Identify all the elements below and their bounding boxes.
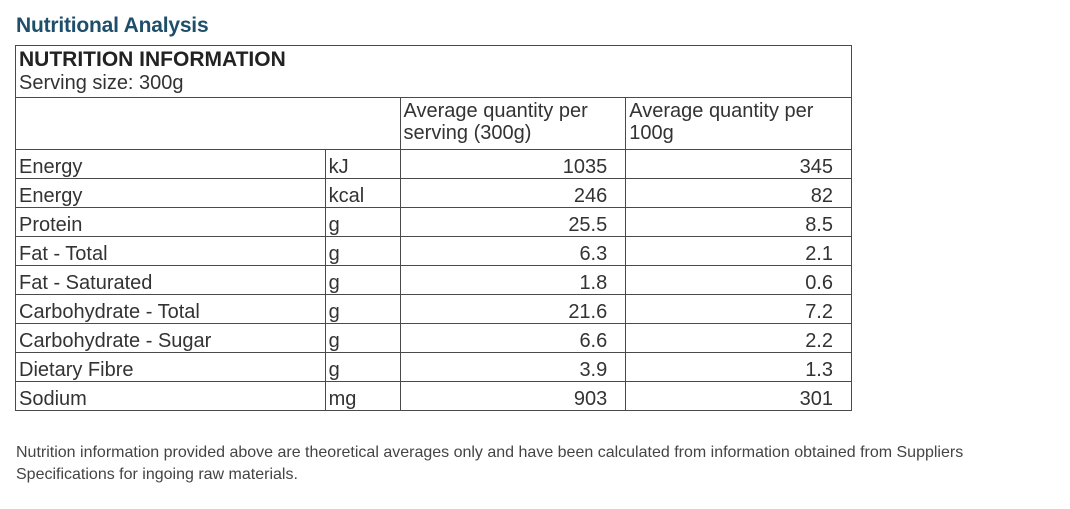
nutrient-unit: kJ — [325, 150, 400, 179]
value-per-serving: 25.5 — [400, 208, 626, 237]
header-per-100g: Average quantity per 100g — [626, 98, 852, 150]
table-row — [16, 295, 852, 324]
nutrient-unit: g — [325, 208, 400, 237]
table-title-cell — [16, 46, 852, 98]
nutrient-name: Carbohydrate - Total — [16, 295, 326, 324]
nutrient-name: Protein — [16, 208, 326, 237]
nutrient-name: Energy — [16, 179, 326, 208]
nutrient-name: Fat - Total — [16, 237, 326, 266]
table-row — [16, 266, 852, 295]
nutrient-name: Dietary Fibre — [16, 353, 326, 382]
serving-size: Serving size: 300g — [19, 72, 184, 94]
nutrient-unit: mg — [325, 382, 400, 411]
table-row — [16, 179, 852, 208]
nutrient-unit: g — [325, 237, 400, 266]
table-row — [16, 150, 852, 179]
header-per-serving: Average quantity per serving (300g) — [400, 98, 626, 150]
table-row — [16, 353, 852, 382]
value-per-100g: 2.1 — [626, 237, 852, 266]
value-per-100g: 1.3 — [626, 353, 852, 382]
value-per-100g: 0.6 — [626, 266, 852, 295]
nutrient-unit: g — [325, 295, 400, 324]
table-row — [16, 324, 852, 353]
nutrient-unit: g — [325, 353, 400, 382]
value-per-serving: 903 — [400, 382, 626, 411]
value-per-100g: 8.5 — [626, 208, 852, 237]
value-per-serving: 21.6 — [400, 295, 626, 324]
nutrient-name: Carbohydrate - Sugar — [16, 324, 326, 353]
nutrient-name: Fat - Saturated — [16, 266, 326, 295]
nutrition-table — [15, 45, 852, 411]
table-title-row — [16, 46, 852, 98]
value-per-100g: 345 — [626, 150, 852, 179]
value-per-serving: 6.3 — [400, 237, 626, 266]
nutrient-name: Sodium — [16, 382, 326, 411]
value-per-serving: 1.8 — [400, 266, 626, 295]
value-per-serving: 246 — [400, 179, 626, 208]
nutrient-name: Energy — [16, 150, 326, 179]
value-per-100g: 7.2 — [626, 295, 852, 324]
header-empty-cell — [16, 98, 401, 150]
footnote: Nutrition information provided above are theoretical averages only and have been calculated from information obtained from Suppliers Specifications for ingoing raw materials. — [16, 444, 964, 483]
page-heading: Nutritional Analysis — [16, 14, 209, 37]
value-per-100g: 2.2 — [626, 324, 852, 353]
table-header-row — [16, 98, 852, 150]
value-per-100g: 301 — [626, 382, 852, 411]
table-row — [16, 208, 852, 237]
nutrient-unit: kcal — [325, 179, 400, 208]
table-title: NUTRITION INFORMATION — [19, 48, 286, 71]
nutrient-unit: g — [325, 324, 400, 353]
table-row — [16, 237, 852, 266]
value-per-100g: 82 — [626, 179, 852, 208]
value-per-serving: 3.9 — [400, 353, 626, 382]
table-row — [16, 382, 852, 411]
value-per-serving: 6.6 — [400, 324, 626, 353]
nutrient-unit: g — [325, 266, 400, 295]
value-per-serving: 1035 — [400, 150, 626, 179]
